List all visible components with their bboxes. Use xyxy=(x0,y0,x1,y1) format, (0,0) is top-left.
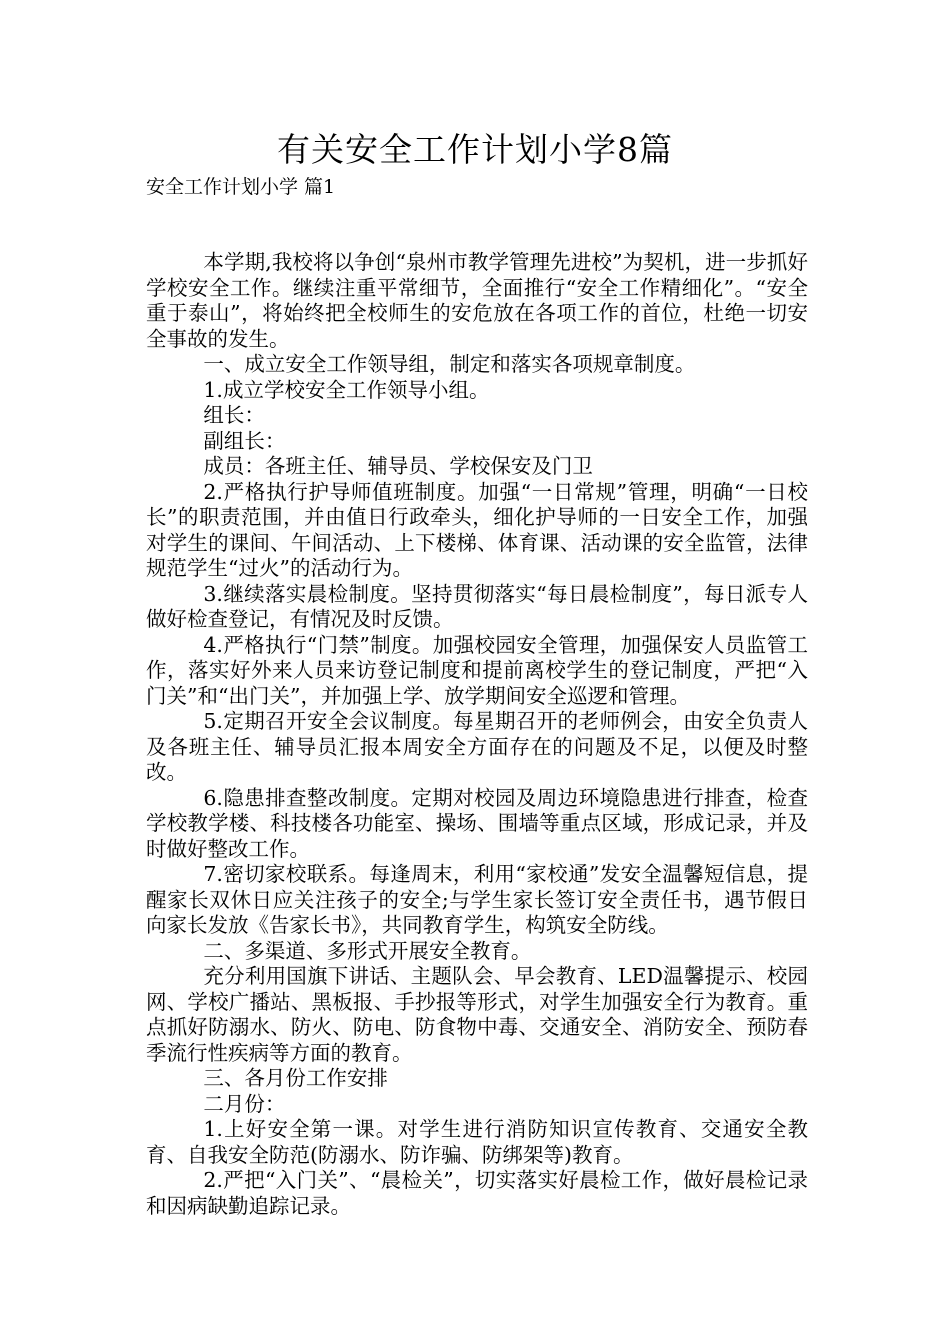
education-paragraph: 充分利用国旗下讲话、主题队会、早会教育、LED温馨提示、校园网、学校广播站、黑板报、手抄报等形式，对学生加强安全行为教育。重点抓好防溺水、防火、防电、防食物中毒、交通安全、消防安全、预防春季流行性疾病等方面的教育。 xyxy=(146,964,808,1065)
section-heading-3: 三、各月份工作安排 xyxy=(203,1066,388,1090)
item-3: 3.继续落实晨检制度。坚持贯彻落实“每日晨检制度”，每日派专人做好检查登记，有情况及时反馈。 xyxy=(146,581,808,631)
item-5: 5.定期召开安全会议制度。每星期召开的老师例会，由安全负责人及各班主任、辅导员汇报本周安全方面存在的问题及不足，以便及时整改。 xyxy=(146,709,808,784)
deputy-leader-line: 副组长： xyxy=(203,428,286,453)
item-4: 4.严格执行“门禁”制度。加强校园安全管理，加强保安人员监管工作，落实好外来人员来访登记制度和提前离校学生的登记制度，严把“入门关”和“出门关”，并加强上学、放学期间安全巡逻和管理。 xyxy=(146,632,808,708)
document-subtitle: 安全工作计划小学 篇1 xyxy=(146,176,336,198)
february-item-1: 1.上好安全第一课。对学生进行消防知识宣传教育、交通安全教育、自我安全防范(防溺水、防诈骗、防绑架等)教育。 xyxy=(146,1117,808,1167)
item-1: 1.成立学校安全工作领导小组。 xyxy=(203,377,490,402)
february-item-2: 2.严把“入门关”、“晨检关”，切实落实好晨检工作，做好晨检记录和因病缺勤追踪记录。 xyxy=(146,1168,808,1218)
section-heading-1: 一、成立安全工作领导组，制定和落实各项规章制度。 xyxy=(203,352,696,376)
month-heading-february: 二月份： xyxy=(203,1091,286,1116)
section-heading-2: 二、多渠道、多形式开展安全教育。 xyxy=(203,938,532,963)
item-6: 6.隐患排查整改制度。定期对校园及周边环境隐患进行排查，检查学校教学楼、科技楼各功能室、操场、围墙等重点区域，形成记录，并及时做好整改工作。 xyxy=(146,785,808,861)
members-line: 成员：各班主任、辅导员、学校保安及门卫 xyxy=(203,454,593,478)
intro-paragraph: 本学期,我校将以争创“泉州市教学管理先进校”为契机，进一步抓好学校安全工作。继续注重平常细节，全面推行“安全工作精细化”。“安全重于泰山”，将始终把全校师生的安危放在各项工作的首位，杜绝一切安全事故的发生。 xyxy=(146,250,808,351)
document-body xyxy=(146,250,808,1219)
document-title: 有关安全工作计划小学8篇 xyxy=(277,130,673,169)
item-7: 7.密切家校联系。每逢周末，利用“家校通”发安全温馨短信息，提醒家长双休日应关注孩子的安全;与学生家长签订安全责任书，遇节假日向家长发放《告家长书》，共同教育学生，构筑安全防线。 xyxy=(146,862,808,937)
leader-line: 组长： xyxy=(203,403,265,427)
item-2: 2.严格执行护导师值班制度。加强“一日常规”管理，明确“一日校长”的职责范围，并由值日行政牵头，细化护导师的一日安全工作，加强对学生的课间、午间活动、上下楼梯、体育课、活动课的安全监管，法律规范学生“过火”的活动行为。 xyxy=(146,479,808,580)
